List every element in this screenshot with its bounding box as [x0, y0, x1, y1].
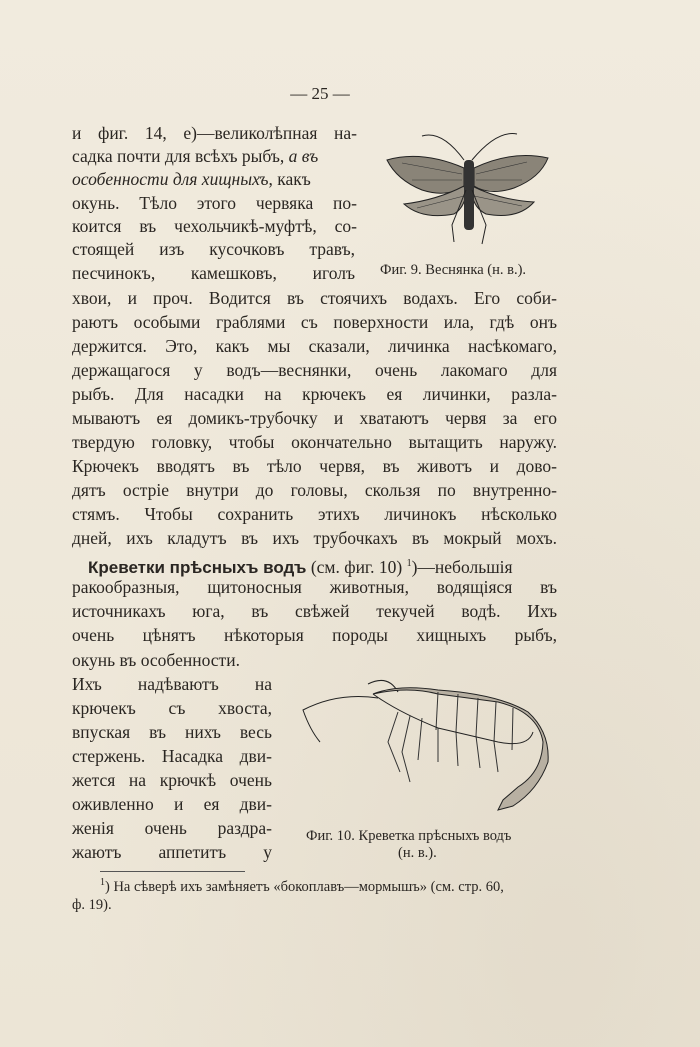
- fig-ref: (см. фиг. 10): [310, 556, 403, 577]
- text-line-23: Ихъ надѣваютъ на: [72, 674, 272, 694]
- text-line-21: очень цѣнятъ нѣкоторыя породы хищныхъ рыбъ,: [72, 625, 557, 645]
- text-line-19: ракообразныя, щитоносныя животныя, водящіяся въ: [72, 577, 557, 597]
- text-line-2b: а въ: [288, 146, 319, 166]
- footnote-text: ) На сѣверѣ ихъ замѣняетъ «бокоплавъ—мормышъ» (см. стр. 60,: [105, 878, 504, 895]
- heading-tail: )—небольшія: [411, 556, 513, 577]
- text-line-22: окунь въ особенности.: [72, 650, 240, 670]
- text-line-8: хвои, и проч. Водится въ стоячихъ водахъ. Его соби-: [72, 288, 557, 308]
- fig10-caption-line2: (н. в.).: [398, 845, 437, 861]
- text-line-4: окунь. Тѣло этого червяка по-: [72, 193, 357, 213]
- text-line-20: источникахъ юга, въ свѣжей текучей водѣ. Ихъ: [72, 601, 557, 621]
- text-line-3b: , какъ: [268, 169, 311, 189]
- footnote-line2: ф. 19).: [72, 897, 112, 913]
- text-line-7: песчинокъ, камешковъ, иголъ: [72, 263, 355, 283]
- text-line-17: стямъ. Чтобы сохранить этихъ личинокъ нѣсколько: [72, 504, 557, 524]
- text-line-15: Крючекъ вводятъ въ тѣло червя, въ животъ и дово-: [72, 456, 557, 476]
- text-line-3a: особенности для хищныхъ: [72, 169, 269, 189]
- text-line-6: стоящей изъ кусочковъ травъ,: [72, 239, 355, 259]
- shrimp-heading-line: [88, 552, 558, 579]
- stonefly-figure: [382, 130, 552, 255]
- text-line-3: [72, 168, 362, 191]
- text-line-1: и фиг. 14, е)—великолѣпная на-: [72, 123, 357, 143]
- text-line-28: оживленно и ея дви-: [72, 794, 272, 814]
- text-line-12: рыбъ. Для насадки на крючекъ ея личинки, разла-: [72, 384, 557, 404]
- text-line-10: держится. Это, какъ мы сказали, личинка насѣкомаго,: [72, 336, 557, 356]
- text-line-18: дней, ихъ кладутъ въ ихъ трубочкахъ въ мокрый мохъ.: [72, 528, 557, 548]
- text-line-2: [72, 145, 362, 168]
- text-line-11: держащагося у водъ—веснянки, очень лакомаго для: [72, 360, 557, 380]
- text-line-16: дятъ остріе внутри до головы, скользя по внутренно-: [72, 480, 557, 500]
- fig9-caption: Фиг. 9. Веснянка (н. в.).: [380, 262, 527, 278]
- shrimp-figure: [298, 672, 553, 817]
- text-line-9: раютъ особыми граблями съ поверхности ила, гдѣ онъ: [72, 312, 557, 332]
- section-heading: Креветки прѣсныхъ водъ: [88, 557, 307, 577]
- text-line-24: крючекъ съ хвоста,: [72, 698, 272, 718]
- footnote-divider: [100, 871, 245, 872]
- page-number: — 25 —: [290, 84, 350, 103]
- text-line-2a: садка почти для всѣхъ рыбъ,: [72, 146, 285, 166]
- text-line-27: жется на крючкѣ очень: [72, 770, 272, 790]
- text-line-5: коится въ чехольчикѣ-муфтѣ, со-: [72, 216, 357, 236]
- text-line-13: мываютъ ея домикъ-трубочку и хватаютъ червя за его: [72, 408, 557, 428]
- text-line-25: впуская въ нихъ весь: [72, 722, 272, 742]
- fig10-caption-line1: Фиг. 10. Креветка прѣсныхъ водъ: [306, 828, 512, 844]
- text-line-14: твердую головку, чтобы окончательно вытащить наружу.: [72, 432, 557, 452]
- footnote-line1: [100, 877, 504, 896]
- footnote-mark: 1: [100, 877, 105, 888]
- text-line-29: женія очень раздра-: [72, 818, 272, 838]
- text-line-26: стержень. Насадка дви-: [72, 746, 272, 766]
- footnote-ref: 1: [406, 558, 412, 569]
- text-line-30: жаютъ аппетитъ у: [72, 842, 272, 862]
